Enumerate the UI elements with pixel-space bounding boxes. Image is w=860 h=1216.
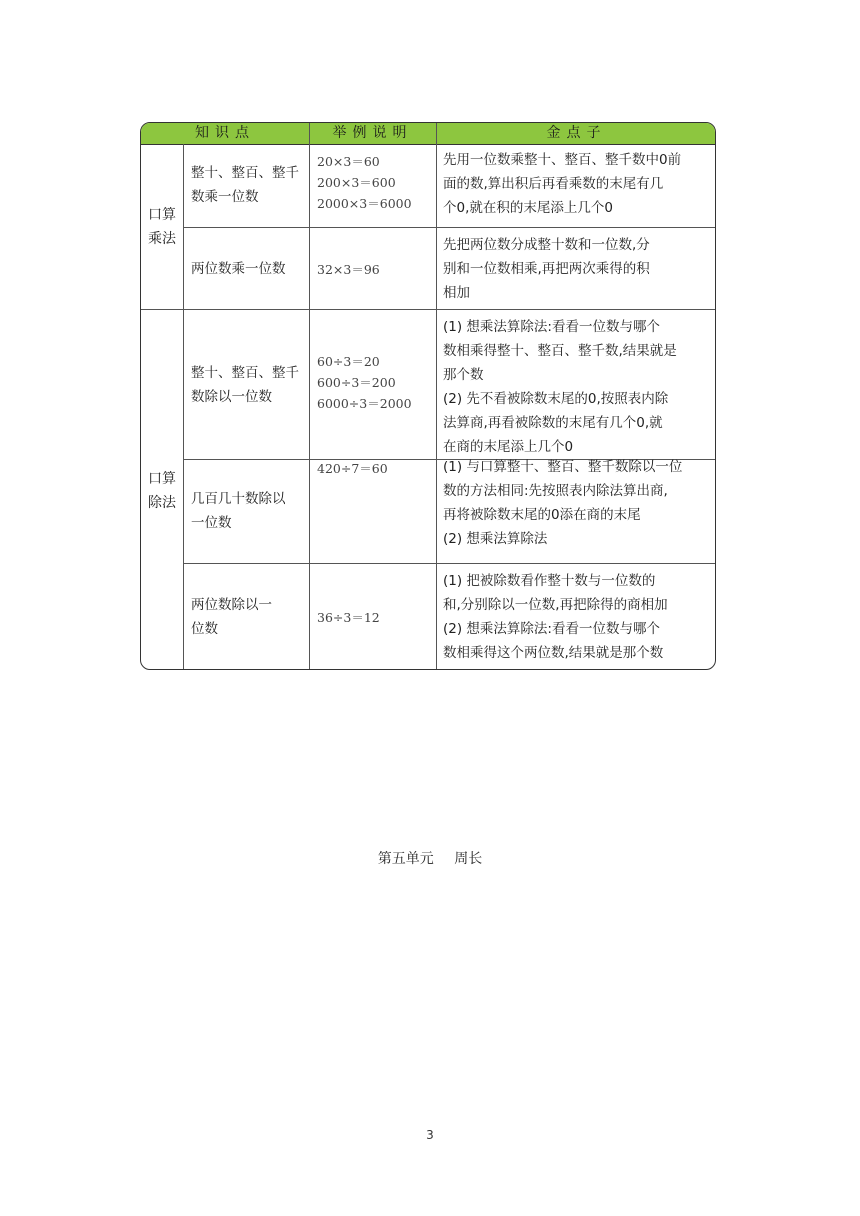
tip-line: (2) 先不看被除数末尾的0,按照表内除 — [443, 391, 669, 407]
topic-line: 整十、整百、整千 — [191, 165, 299, 181]
header-knowledge: 知识点 — [195, 125, 255, 141]
topic-line: 数乘一位数 — [191, 189, 259, 205]
category-line: 除法 — [148, 495, 176, 511]
example-cell — [317, 151, 433, 214]
tip-cell — [443, 455, 715, 551]
tip-line: 别和一位数相乘,再把两次乘得的积 — [443, 261, 650, 277]
divider — [436, 123, 437, 670]
header-examples: 举例说明 — [332, 125, 413, 141]
unit-name: 周长 — [454, 851, 483, 867]
example-line: 32×3＝96 — [317, 262, 380, 277]
tip-line: 相加 — [443, 285, 470, 301]
example-cell — [317, 259, 433, 280]
example-cell — [317, 607, 433, 628]
tip-line: (1) 与口算整十、整百、整千数除以一位 — [443, 459, 683, 475]
tip-line: 数相乘得这个两位数,结果就是那个数 — [443, 645, 664, 661]
divider — [309, 123, 310, 670]
example-line: 36÷3＝12 — [317, 610, 380, 625]
category-oral-division — [141, 467, 183, 515]
tip-line: (1) 把被除数看作整十数与一位数的 — [443, 573, 656, 589]
divider — [141, 309, 716, 310]
tip-line: 面的数,算出积后再看乘数的末尾有几 — [443, 176, 664, 192]
page-number: 3 — [426, 1128, 434, 1142]
topic-cell — [191, 487, 307, 535]
topic-line: 几百几十数除以 — [191, 491, 286, 507]
topic-line: 数除以一位数 — [191, 389, 272, 405]
divider — [183, 144, 184, 670]
category-line: 口算 — [148, 471, 176, 487]
example-line: 2000×3＝6000 — [317, 196, 412, 211]
example-line: 420÷7＝60 — [317, 461, 388, 476]
tip-cell — [443, 569, 715, 665]
tip-line: 先用一位数乘整十、整百、整千数中0前 — [443, 152, 682, 168]
example-cell — [317, 351, 433, 414]
tip-line: 个0,就在积的末尾添上几个0 — [443, 200, 613, 216]
topic-cell — [191, 161, 307, 209]
topic-line: 位数 — [191, 621, 218, 637]
example-line: 20×3＝60 — [317, 154, 380, 169]
tip-line: (1) 想乘法算除法:看看一位数与哪个 — [443, 319, 660, 335]
example-line: 60÷3＝20 — [317, 354, 380, 369]
tip-line: 数的方法相同:先按照表内除法算出商, — [443, 483, 668, 499]
topic-cell — [191, 257, 307, 281]
divider — [183, 563, 716, 564]
table-header — [141, 123, 715, 145]
divider — [183, 227, 716, 228]
tip-cell — [443, 315, 715, 459]
tip-line: 在商的末尾添上几个0 — [443, 439, 574, 455]
category-oral-multiplication — [141, 203, 183, 251]
topic-cell — [191, 593, 307, 641]
tip-line: (2) 想乘法算除法:看看一位数与哪个 — [443, 621, 660, 637]
category-line: 乘法 — [148, 231, 176, 247]
category-line: 口算 — [148, 207, 176, 223]
tip-line: 和,分别除以一位数,再把除得的商相加 — [443, 597, 668, 613]
tip-cell — [443, 148, 715, 220]
topic-line: 一位数 — [191, 515, 232, 531]
tip-line: 再将被除数末尾的0添在商的末尾 — [443, 507, 641, 523]
example-line: 200×3＝600 — [317, 175, 396, 190]
example-line: 6000÷3＝2000 — [317, 396, 412, 411]
topic-cell — [191, 361, 307, 409]
tip-line: (2) 想乘法算除法 — [443, 531, 548, 547]
tip-cell — [443, 233, 715, 305]
header-tips: 金点子 — [546, 125, 607, 141]
unit-number: 第五单元 — [377, 851, 434, 867]
tip-line: 先把两位数分成整十数和一位数,分 — [443, 237, 650, 253]
unit-title — [0, 848, 860, 868]
tip-line: 法算商,再看被除数的末尾有几个0,就 — [443, 415, 663, 431]
knowledge-table — [140, 122, 716, 670]
example-cell — [317, 458, 433, 479]
topic-line: 整十、整百、整千 — [191, 365, 299, 381]
example-line: 600÷3＝200 — [317, 375, 396, 390]
tip-line: 那个数 — [443, 367, 484, 383]
tip-line: 数相乘得整十、整百、整千数,结果就是 — [443, 343, 677, 359]
topic-line: 两位数乘一位数 — [191, 261, 286, 277]
topic-line: 两位数除以一 — [191, 597, 272, 613]
